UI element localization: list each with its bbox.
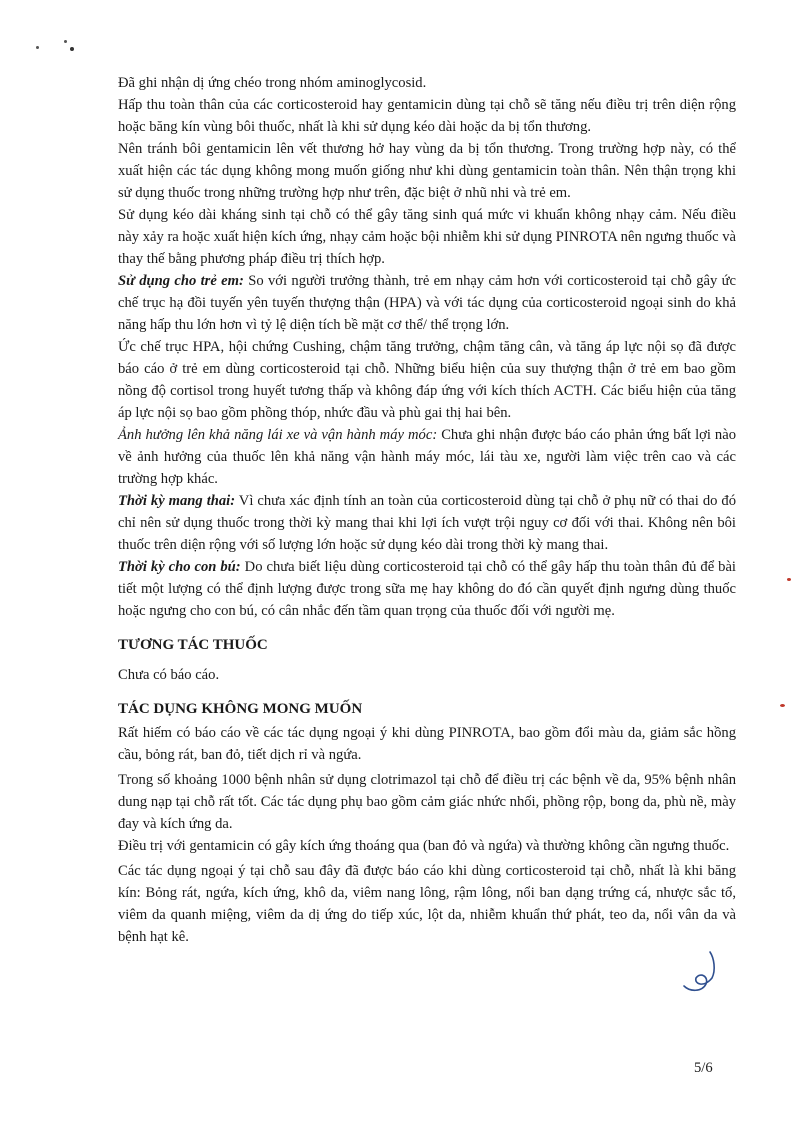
scan-speck	[36, 46, 39, 49]
paragraph-adverse-clotrimazole: Trong số khoảng 1000 bệnh nhân sử dụng clotrimazol tại chỗ để điều trị các bệnh về da, 95% bệnh nhân dung nạp tại chỗ rất tốt. Các tác dụng phụ bao gồm cảm giác nhức nhối, phồng rộp, bong da, phù nề, mày đay và kích ứng da.	[118, 772, 736, 832]
handwritten-initial-mark	[676, 948, 724, 998]
paragraph-interactions: Chưa có báo cáo.	[118, 667, 220, 683]
scan-speck	[780, 704, 785, 707]
paragraph-open-wounds: Nên tránh bôi gentamicin lên vết thương hở hay vùng da bị tổn thương. Trong trường hợp này, có thể xuất hiện các tác dụng không mong muốn giống như khi dùng gentamicin toàn thân. Nên thận trọng khi sử dụng thuốc trong những trường hợp như trên, đặc biệt ở nhũ nhi và trẻ em.	[118, 141, 736, 201]
paragraph-adverse-rare: Rất hiếm có báo cáo về các tác dụng ngoại ý khi dùng PINROTA, bao gồm đổi màu da, giảm sắc hồng cầu, bỏng rát, ban đỏ, tiết dịch rỉ và ngứa.	[118, 725, 736, 763]
paragraph-prolonged-use: Sử dụng kéo dài kháng sinh tại chỗ có thể gây tăng sinh quá mức vi khuẩn không nhạy cảm. Nếu điều này xảy ra hoặc xuất hiện kích ứng, nhạy cảm hoặc bội nhiễm khi sử dụng PINROTA nên ngưng thuốc và thay thế bằng phương pháp điều trị thích hợp.	[118, 207, 736, 267]
driving-label: Ảnh hưởng lên khả năng lái xe và vận hành máy móc:	[118, 427, 438, 443]
scan-speck	[64, 40, 67, 43]
paragraph-adverse-corticosteroid: Các tác dụng ngoại ý tại chỗ sau đây đã được báo cáo khi dùng corticosteroid tại chỗ, nhất là khi băng kín: Bỏng rát, ngứa, kích ứng, khô da, viêm nang lông, rậm lông, nổi ban dạng trứng cá, nhược sắc tố, viêm da quanh miệng, viêm da dị ứng do tiếp xúc, lột da, nhiễm khuẩn thứ phát, teo da, nổi vân da và bệnh hạt kê.	[118, 863, 736, 945]
scan-speck	[787, 578, 791, 581]
scan-speck	[70, 47, 74, 51]
paragraph-driving	[118, 424, 736, 490]
paragraph-lactation	[118, 556, 736, 622]
children-text: So với người trưởng thành, trẻ em nhạy cảm hơn với corticosteroid tại chỗ gây ức chế trục hạ đồi tuyến yên tuyến thượng thận (HPA) và với tác dụng của corticosteroid ngoại sinh do khả năng hấp thu lớn hơn vì tỷ lệ diện tích bề mặt cơ thể/ thể trọng lớn.	[118, 273, 737, 333]
paragraph-systemic-absorption: Hấp thu toàn thân của các corticosteroid hay gentamicin dùng tại chỗ sẽ tăng nếu điều trị trên diện rộng hoặc băng kín vùng bôi thuốc, nhất là khi sử dụng kéo dài hoặc da bị tổn thương.	[118, 97, 736, 135]
section-heading-interactions: TƯƠNG TÁC THUỐC	[118, 637, 268, 653]
lactation-text: Do chưa biết liệu dùng corticosteroid tại chỗ có thể gây hấp thu toàn thân đủ để bài tiết một lượng có thể định lượng được trong sữa mẹ hay không do đó cần quyết định ngưng dùng thuốc hoặc ngưng cho con bú, có cân nhắc đến tầm quan trọng của thuốc đối với người mẹ.	[118, 559, 736, 619]
paragraph-pregnancy	[118, 490, 736, 556]
document-page	[118, 72, 736, 948]
page-number: 5/6	[694, 1060, 713, 1076]
pregnancy-label: Thời kỳ mang thai:	[118, 493, 236, 509]
section-heading-adverse-effects: TÁC DỤNG KHÔNG MONG MUỐN	[118, 701, 363, 717]
children-label: Sử dụng cho trẻ em:	[118, 273, 244, 289]
lactation-label: Thời kỳ cho con bú:	[118, 559, 241, 575]
paragraph-children	[118, 270, 736, 336]
paragraph-cross-allergy: Đã ghi nhận dị ứng chéo trong nhóm aminoglycosid.	[118, 75, 427, 91]
driving-text: Chưa ghi nhận được báo cáo phản ứng bất lợi nào về ảnh hưởng của thuốc lên khả năng vận hành máy móc, lái tàu xe, người làm việc trên cao và các trường hợp khác.	[118, 427, 737, 487]
paragraph-adverse-gentamicin: Điều trị với gentamicin có gây kích ứng thoáng qua (ban đỏ và ngứa) và thường không cần ngưng thuốc.	[118, 838, 730, 854]
paragraph-children-effects: Ức chế trục HPA, hội chứng Cushing, chậm tăng trưởng, chậm tăng cân, và tăng áp lực nội sọ đã được báo cáo ở trẻ em dùng corticosteroid tại chỗ. Những biểu hiện của suy thượng thận ở trẻ em bao gồm nồng độ cortisol trong huyết tương thấp và không đáp ứng với kích thích ACTH. Các biểu hiện của tăng áp lực nội sọ bao gồm phồng thóp, nhức đầu và phù gai thị hai bên.	[118, 339, 736, 421]
pregnancy-text: Vì chưa xác định tính an toàn của corticosteroid dùng tại chỗ ở phụ nữ có thai do đó chỉ nên sử dụng thuốc trong thời kỳ mang thai khi lợi ích vượt trội nguy cơ đối với thai. Không nên bôi thuốc trên diện rộng với số lượng lớn hoặc sử dụng kéo dài trong thời kỳ mang thai.	[118, 493, 736, 553]
